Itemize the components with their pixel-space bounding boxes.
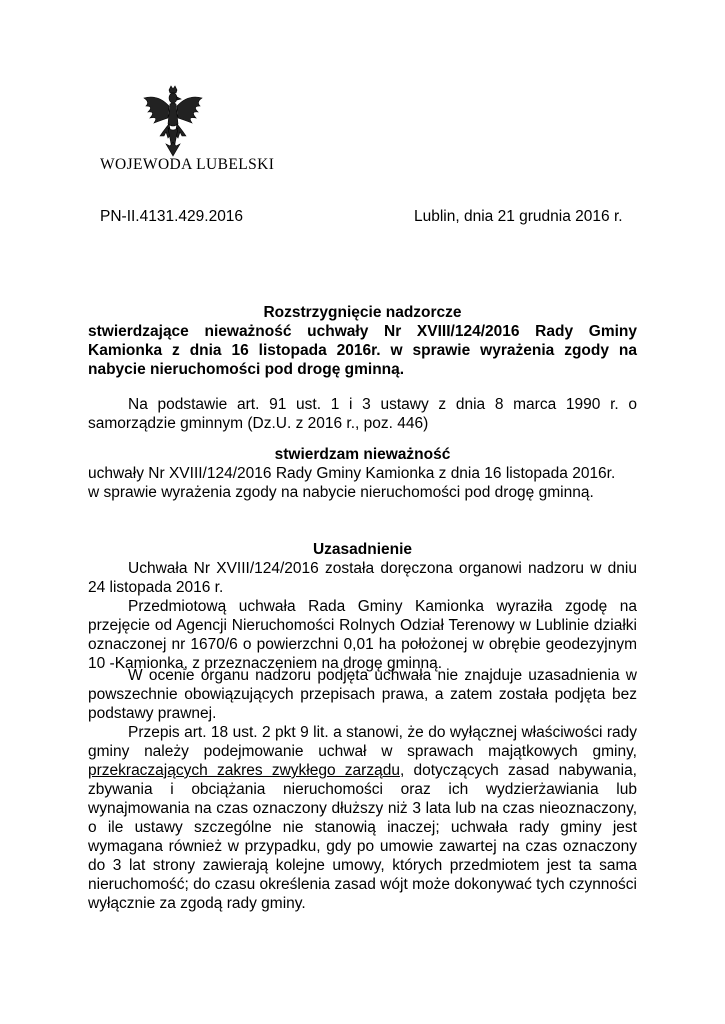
document-title: Rozstrzygnięcie nadzorcze [263, 304, 462, 321]
place-and-date: Lublin, dnia 21 grudnia 2016 r. [414, 208, 623, 225]
legal-basis: Na podstawie art. 91 ust. 1 i 3 ustawy z dnia 8 marca 1990 r. o samorządzie gminnym (Dz.U. z 2016 r., poz. 446) [88, 396, 637, 432]
justification-paragraph-1: Uchwała Nr XVIII/124/2016 została doręczona organowi nadzoru w dniu 24 listopada 2016 r. [88, 560, 637, 596]
resolution-line: w sprawie wyrażenia zgody na nabycie nieruchomości pod drogę gminną. [88, 484, 594, 501]
paragraph-text: , dotyczących zasad nabywania, zbywania i obciążania nieruchomości oraz ich wydzierżawiania lub wynajmowania na czas oznaczony dłuższy niż 3 lata lub na czas nieoznaczony, o ile ustawy szczególne nie stanowią inaczej; uchwała rady gminy jest wymagana również w przypadku, gdy po umowie zawartej na czas oznaczony do 3 lat strony zawierają kolejne umowy, których przedmiotem jest ta sama nieruchomość; do czasu określenia zasad wójt może dokonywać tych czynności wyłącznie za zgodą rady gminy. [88, 762, 637, 912]
declaration-heading: stwierdzam nieważność [274, 446, 451, 463]
underlined-phrase: przekraczających zakres zwykłego zarządu [88, 762, 400, 779]
justification-paragraph-3: W ocenie organu nadzoru podjęta uchwała nie znajduje uzasadnienia w powszechnie obowiązujących przepisach prawa, a zatem została podjęta bez podstawy prawnej. [88, 667, 637, 722]
resolution-line: uchwały Nr XVIII/124/2016 Rady Gminy Kamionka z dnia 16 listopada 2016r. [88, 465, 616, 482]
paragraph-text: Przepis art. 18 ust. 2 pkt 9 lit. a stanowi, że do wyłącznej właściwości rady gminy należy podejmowanie uchwał w sprawach majątkowych gminy, [88, 724, 637, 760]
justification-paragraph-2: Przedmiotową uchwała Rada Gminy Kamionka wyraziła zgodę na przejęcie od Agencji Nieruchomości Rolnych Odział Terenowy w Lublinie działki oznaczonej nr 1670/6 o powierzchni 0,01 ha położonej w obrębie geodezyjnym 10 -Kamionka, z przeznaczeniem na drogę gminną. [88, 598, 637, 672]
justification-paragraph-4 [88, 723, 637, 913]
reference-number: PN-II.4131.429.2016 [100, 208, 244, 225]
document-subject: stwierdzające nieważność uchwały Nr XVIII/124/2016 Rady Gminy Kamionka z dnia 16 listopada 2016r. w sprawie wyrażenia zgody na nabycie nieruchomości pod drogę gminną. [88, 323, 637, 378]
issuing-authority: WOJEWODA LUBELSKI [100, 156, 275, 173]
justification-heading: Uzasadnienie [312, 541, 413, 558]
resolution-reference [88, 464, 637, 502]
eagle-emblem-icon [140, 84, 206, 158]
